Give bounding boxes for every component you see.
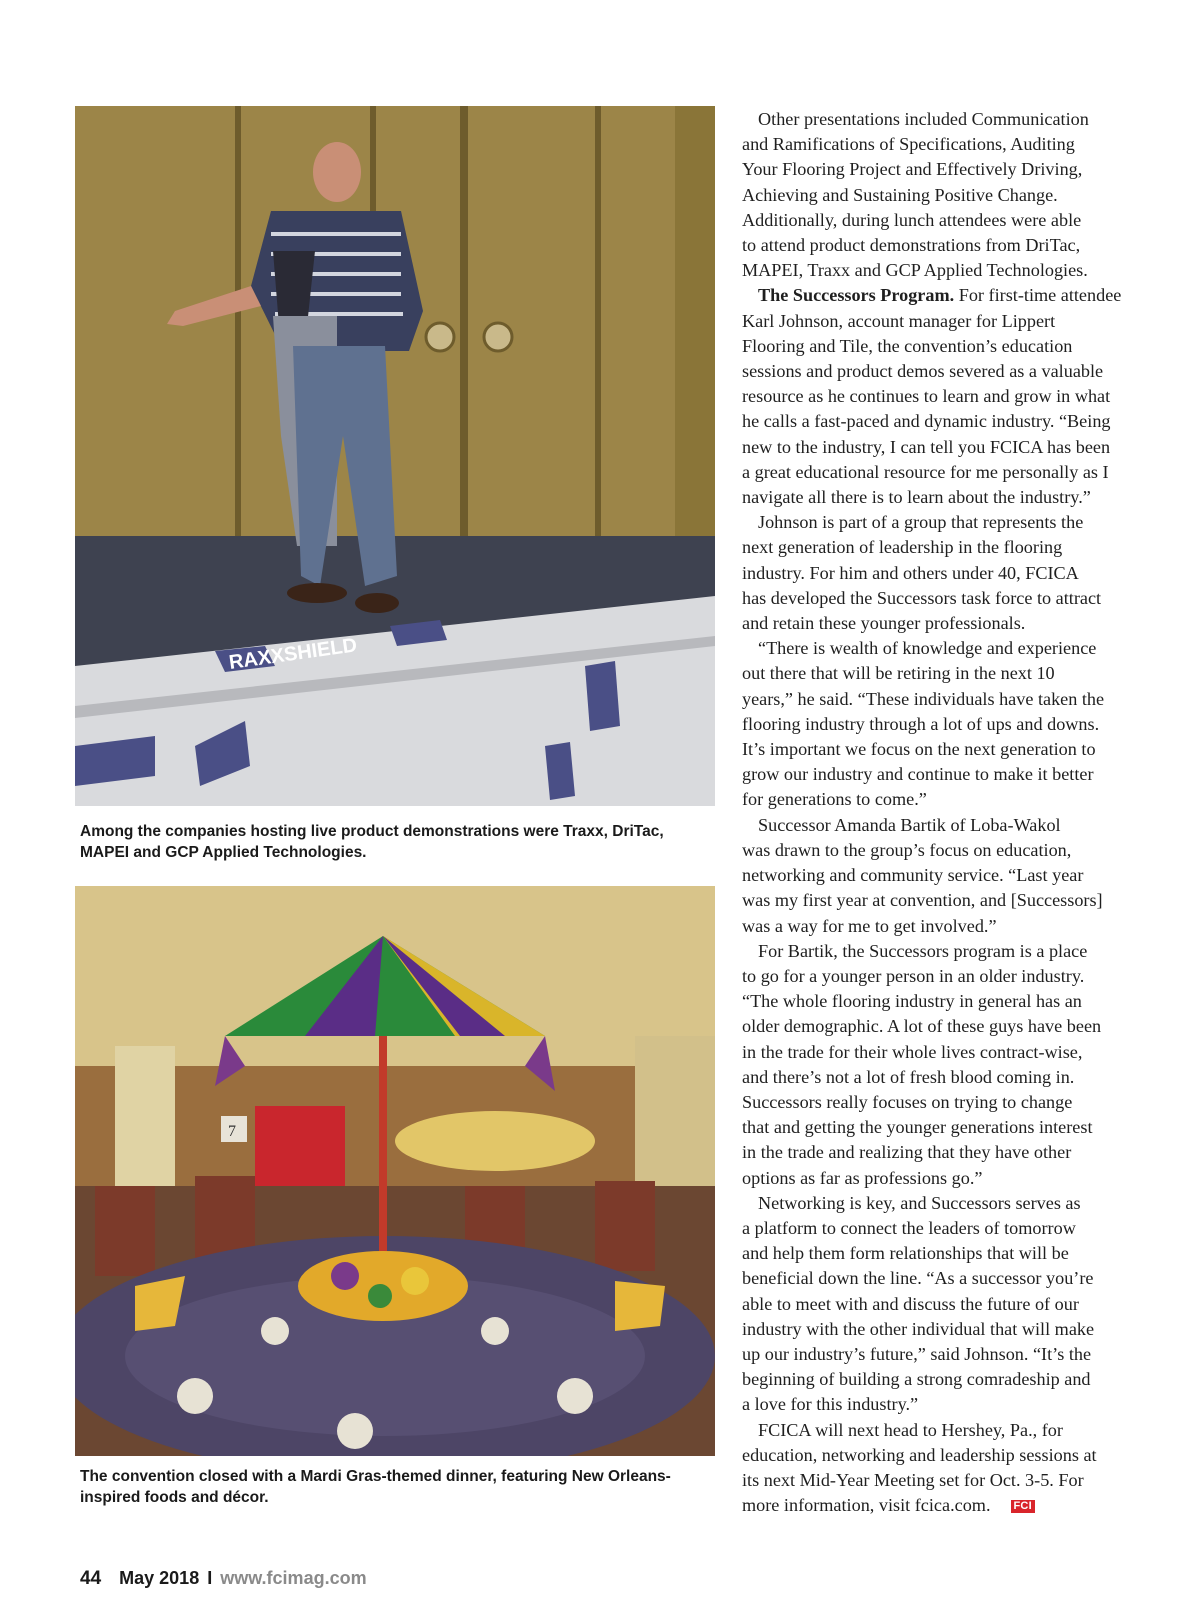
article-line-text: flooring industry through a lot of ups and downs. bbox=[742, 713, 1100, 734]
page-footer bbox=[80, 1568, 367, 1590]
article-line-text: For Bartik, the Successors program is a place bbox=[758, 940, 1088, 961]
article-line-text: networking and community service. “Last year bbox=[742, 865, 1084, 886]
article-line-text: a love for this industry.” bbox=[742, 1394, 919, 1415]
table-number-card: 7 bbox=[228, 1123, 236, 1140]
article-line bbox=[742, 1266, 1132, 1291]
article-line-text: Johnson is part of a group that represents the bbox=[758, 512, 1084, 533]
issue-date: May 2018 bbox=[119, 1568, 200, 1588]
article-line-text: has developed the Successors task force to attract bbox=[742, 587, 1102, 608]
article-line bbox=[742, 1317, 1132, 1342]
article-line bbox=[742, 989, 1132, 1014]
article-line bbox=[742, 132, 1132, 157]
article-line-text: education, networking and leadership sessions at bbox=[742, 1444, 1097, 1465]
fci-end-logo: FCI bbox=[1011, 1500, 1035, 1513]
article-line bbox=[742, 409, 1132, 434]
article-line bbox=[742, 636, 1132, 661]
article-line-text: navigate all there is to learn about the industry.” bbox=[742, 487, 1091, 508]
article-line bbox=[742, 838, 1132, 863]
article-line bbox=[742, 1342, 1132, 1367]
article-line-text: more information, visit fcica.com. bbox=[742, 1495, 991, 1516]
article-line-text: beneficial down the line. “As a successor you’re bbox=[742, 1268, 1094, 1289]
article-line bbox=[742, 183, 1132, 208]
article-line bbox=[742, 1392, 1132, 1417]
demo-photo-caption: Among the companies hosting live product demonstrations were Traxx, DriTac, MAPEI and GCP Applied Technologies. bbox=[80, 823, 664, 861]
article-line bbox=[742, 939, 1132, 964]
article-line-text: out there that will be retiring in the next 10 bbox=[742, 663, 1055, 684]
article-line-text: Flooring and Tile, the convention’s education bbox=[742, 335, 1073, 356]
article-line bbox=[742, 1443, 1132, 1468]
article-line bbox=[742, 1140, 1132, 1165]
article-line bbox=[742, 1292, 1132, 1317]
article-line-text: For first-time attendee bbox=[954, 285, 1122, 306]
article-line bbox=[742, 1191, 1132, 1216]
article-line bbox=[742, 611, 1132, 636]
article-line-text: a platform to connect the leaders of tomorrow bbox=[742, 1217, 1076, 1238]
page-number: 44 bbox=[80, 1568, 102, 1589]
article-line-text: that and getting the younger generations interest bbox=[742, 1117, 1093, 1138]
article-line bbox=[742, 1216, 1132, 1241]
article-line bbox=[742, 1115, 1132, 1140]
article-line-text: next generation of leadership in the flooring bbox=[742, 537, 1063, 558]
article-line-text: in the trade and realizing that they have other bbox=[742, 1142, 1072, 1163]
article-line bbox=[742, 510, 1132, 535]
article-line-text: Achieving and Sustaining Positive Change. bbox=[742, 184, 1058, 205]
article-line bbox=[742, 309, 1132, 334]
article-line-text: years,” he said. “These individuals have taken the bbox=[742, 688, 1105, 709]
article-line-text: options as far as professions go.” bbox=[742, 1167, 983, 1188]
article-line bbox=[742, 813, 1132, 838]
floor-brand-label: RAXXSHIELD bbox=[227, 634, 359, 674]
article-line bbox=[742, 888, 1132, 913]
article-line bbox=[742, 1065, 1132, 1090]
article-line-text: MAPEI, Traxx and GCP Applied Technologies. bbox=[742, 260, 1088, 281]
article-line-text: and help them form relationships that will be bbox=[742, 1243, 1069, 1264]
demo-photo bbox=[75, 106, 715, 806]
article-line bbox=[742, 561, 1132, 586]
dinner-photo bbox=[75, 886, 715, 1456]
article-line bbox=[742, 586, 1132, 611]
article-line bbox=[742, 661, 1132, 686]
article-line bbox=[742, 687, 1132, 712]
article-line-text: was a way for me to get involved.” bbox=[742, 915, 997, 936]
article-line-text: new to the industry, I can tell you FCICA has been bbox=[742, 436, 1111, 457]
article-line bbox=[742, 535, 1132, 560]
footer-separator: I bbox=[207, 1568, 213, 1588]
article-line-text: older demographic. A lot of these guys have been bbox=[742, 1016, 1102, 1037]
article-line-text: a great educational resource for me personally as I bbox=[742, 461, 1109, 482]
article-line bbox=[742, 1468, 1132, 1493]
article-line-text: “The whole flooring industry in general has an bbox=[742, 991, 1082, 1012]
article-line bbox=[742, 1241, 1132, 1266]
article-line-text: “There is wealth of knowledge and experience bbox=[758, 638, 1097, 659]
article-line-text: and Ramifications of Specifications, Auditing bbox=[742, 134, 1075, 155]
article-line-text: Karl Johnson, account manager for Lippert bbox=[742, 310, 1056, 331]
article-line-text: for generations to come.” bbox=[742, 789, 927, 810]
article-line-text: in the trade for their whole lives contract-wise, bbox=[742, 1041, 1083, 1062]
article-line-text: Your Flooring Project and Effectively Driving, bbox=[742, 159, 1083, 180]
article-line-text: It’s important we focus on the next generation to bbox=[742, 739, 1096, 760]
article-line-text: able to meet with and discuss the future of our bbox=[742, 1293, 1079, 1314]
article-line-text: was drawn to the group’s focus on education, bbox=[742, 839, 1072, 860]
website-link[interactable]: www.fcimag.com bbox=[220, 1568, 367, 1588]
article-line bbox=[742, 107, 1132, 132]
article-line-text: grow our industry and continue to make it better bbox=[742, 764, 1094, 785]
dinner-photo-caption: The convention closed with a Mardi Gras-themed dinner, featuring New Orleans-inspired foods and décor. bbox=[80, 1468, 671, 1506]
article-line bbox=[742, 485, 1132, 510]
article-line-text: Additionally, during lunch attendees were able bbox=[742, 209, 1082, 230]
article-line-text: he calls a fast-paced and dynamic industry. “Being bbox=[742, 411, 1111, 432]
article-line-text: resource as he continues to learn and grow in what bbox=[742, 386, 1111, 407]
article-line-text: to attend product demonstrations from DriTac, bbox=[742, 235, 1081, 256]
article-body bbox=[742, 107, 1132, 1518]
article-line bbox=[742, 233, 1132, 258]
article-line bbox=[742, 283, 1132, 308]
article-line-text: FCICA will next head to Hershey, Pa., for bbox=[758, 1419, 1063, 1440]
article-line-text: its next Mid-Year Meeting set for Oct. 3-5. For bbox=[742, 1469, 1084, 1490]
article-line-text: Other presentations included Communication bbox=[758, 109, 1089, 129]
article-line bbox=[742, 787, 1132, 812]
article-line bbox=[742, 737, 1132, 762]
article-line bbox=[742, 384, 1132, 409]
article-line bbox=[742, 359, 1132, 384]
article-line bbox=[742, 1493, 1132, 1518]
section-subhead: The Successors Program. bbox=[758, 285, 955, 306]
article-line-text: beginning of building a strong comradeship and bbox=[742, 1369, 1091, 1390]
article-line bbox=[742, 762, 1132, 787]
article-line-text: industry. For him and others under 40, FCICA bbox=[742, 562, 1079, 583]
article-line bbox=[742, 157, 1132, 182]
article-line bbox=[742, 1166, 1132, 1191]
article-line-text: Successor Amanda Bartik of Loba-Wakol bbox=[758, 814, 1061, 835]
article-line bbox=[742, 1090, 1132, 1115]
article-line-text: industry with the other individual that will make bbox=[742, 1318, 1095, 1339]
article-line bbox=[742, 914, 1132, 939]
article-line bbox=[742, 1367, 1132, 1392]
article-line bbox=[742, 258, 1132, 283]
article-line-text: up our industry’s future,” said Johnson. “It’s the bbox=[742, 1343, 1092, 1364]
article-line bbox=[742, 435, 1132, 460]
article-line bbox=[742, 460, 1132, 485]
article-line bbox=[742, 1418, 1132, 1443]
article-line-text: to go for a younger person in an older industry. bbox=[742, 965, 1085, 986]
article-line bbox=[742, 863, 1132, 888]
article-line-text: Networking is key, and Successors serves as bbox=[758, 1192, 1081, 1213]
article-line bbox=[742, 1040, 1132, 1065]
article-line-text: and there’s not a lot of fresh blood coming in. bbox=[742, 1066, 1075, 1087]
article-line bbox=[742, 1014, 1132, 1039]
article-line-text: and retain these younger professionals. bbox=[742, 613, 1026, 634]
article-line bbox=[742, 964, 1132, 989]
article-line-text: sessions and product demos severed as a valuable bbox=[742, 361, 1104, 382]
article-line bbox=[742, 712, 1132, 737]
article-line bbox=[742, 208, 1132, 233]
article-line-text: Successors really focuses on trying to change bbox=[742, 1091, 1073, 1112]
article-line-text: was my first year at convention, and [Successors] bbox=[742, 890, 1103, 911]
demo-photo-illustration bbox=[75, 106, 715, 806]
dinner-photo-illustration bbox=[75, 886, 715, 1456]
article-line bbox=[742, 334, 1132, 359]
